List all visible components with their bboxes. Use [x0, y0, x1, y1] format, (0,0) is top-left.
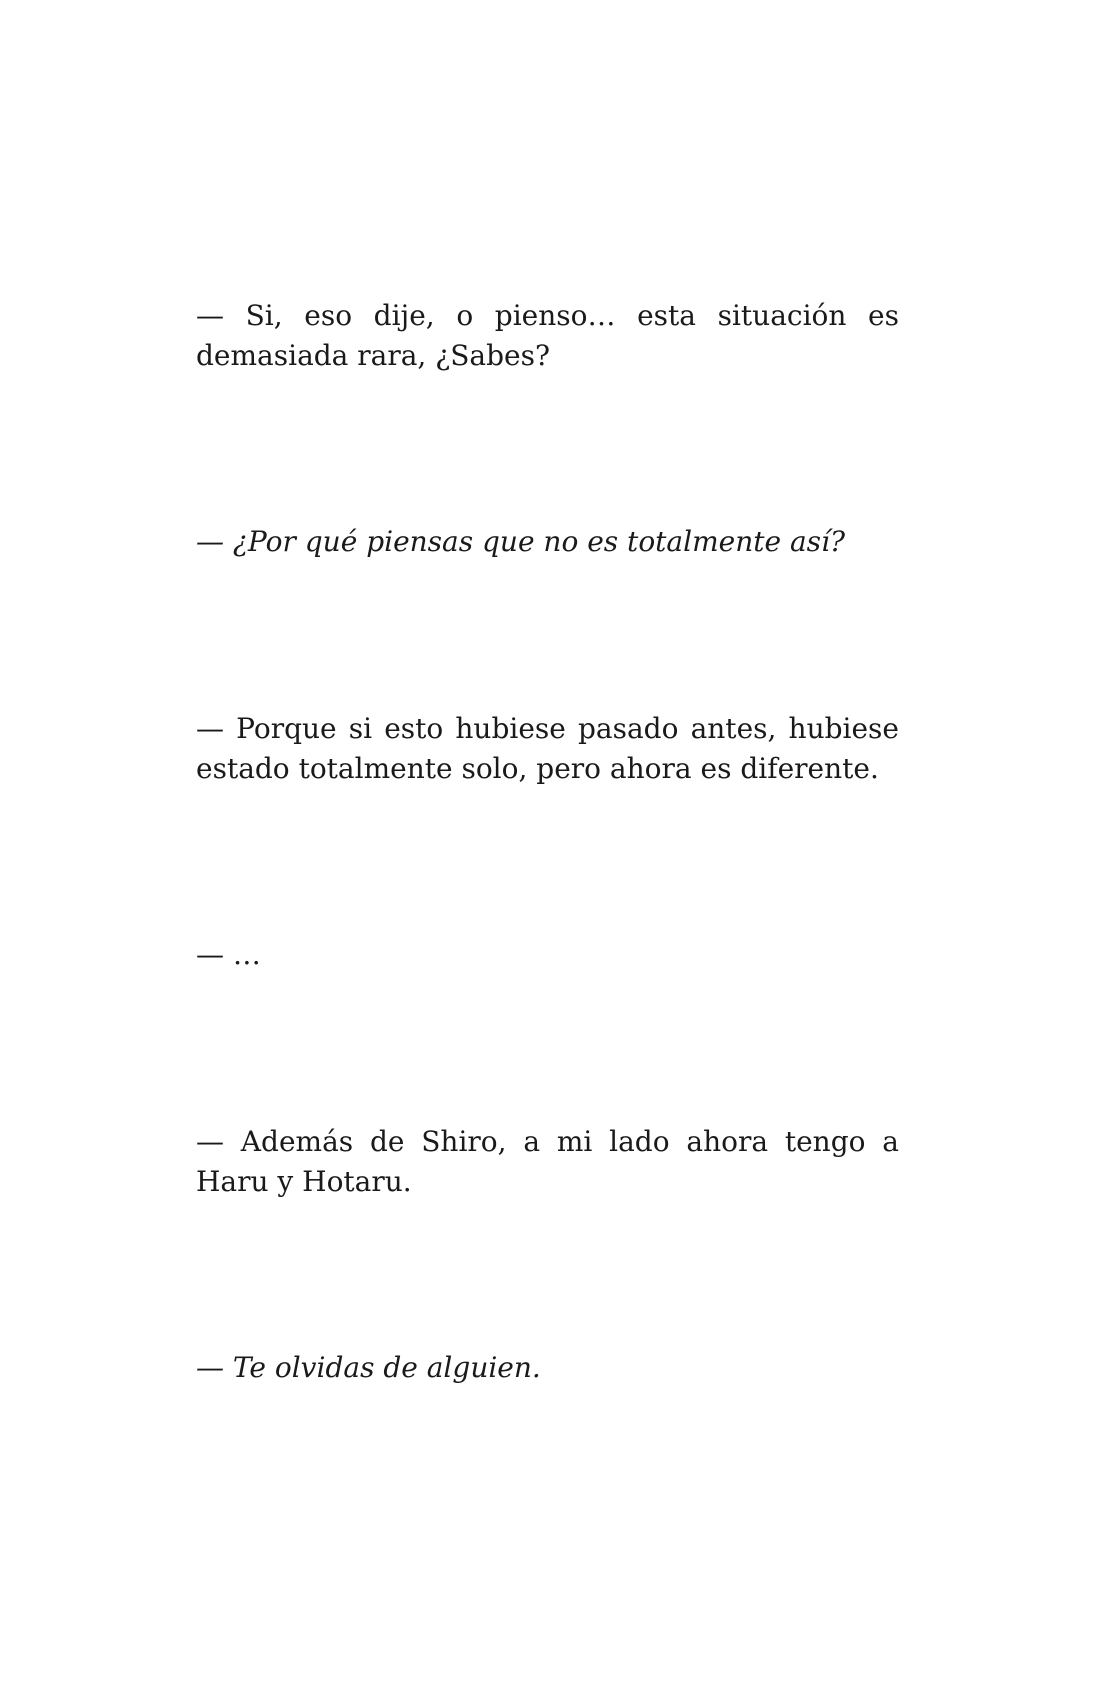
dialogue-line-5: — Además de Shiro, a mi lado ahora tengo a Haru y Hotaru. [196, 1125, 899, 1198]
dialogue-line-6: — Te olvidas de alguien. [196, 1351, 541, 1384]
dialogue-line-1: — Si, eso dije, o pienso… esta situación es demasiada rara, ¿Sabes? [196, 299, 899, 372]
dialogue-line-4: — … [196, 938, 261, 971]
dialogue-line-3: — Porque si esto hubiese pasado antes, hubiese estado totalmente solo, pero ahora es diferente. [196, 712, 899, 785]
dialogue-line-2: — ¿Por qué piensas que no es totalmente así? [196, 525, 845, 558]
